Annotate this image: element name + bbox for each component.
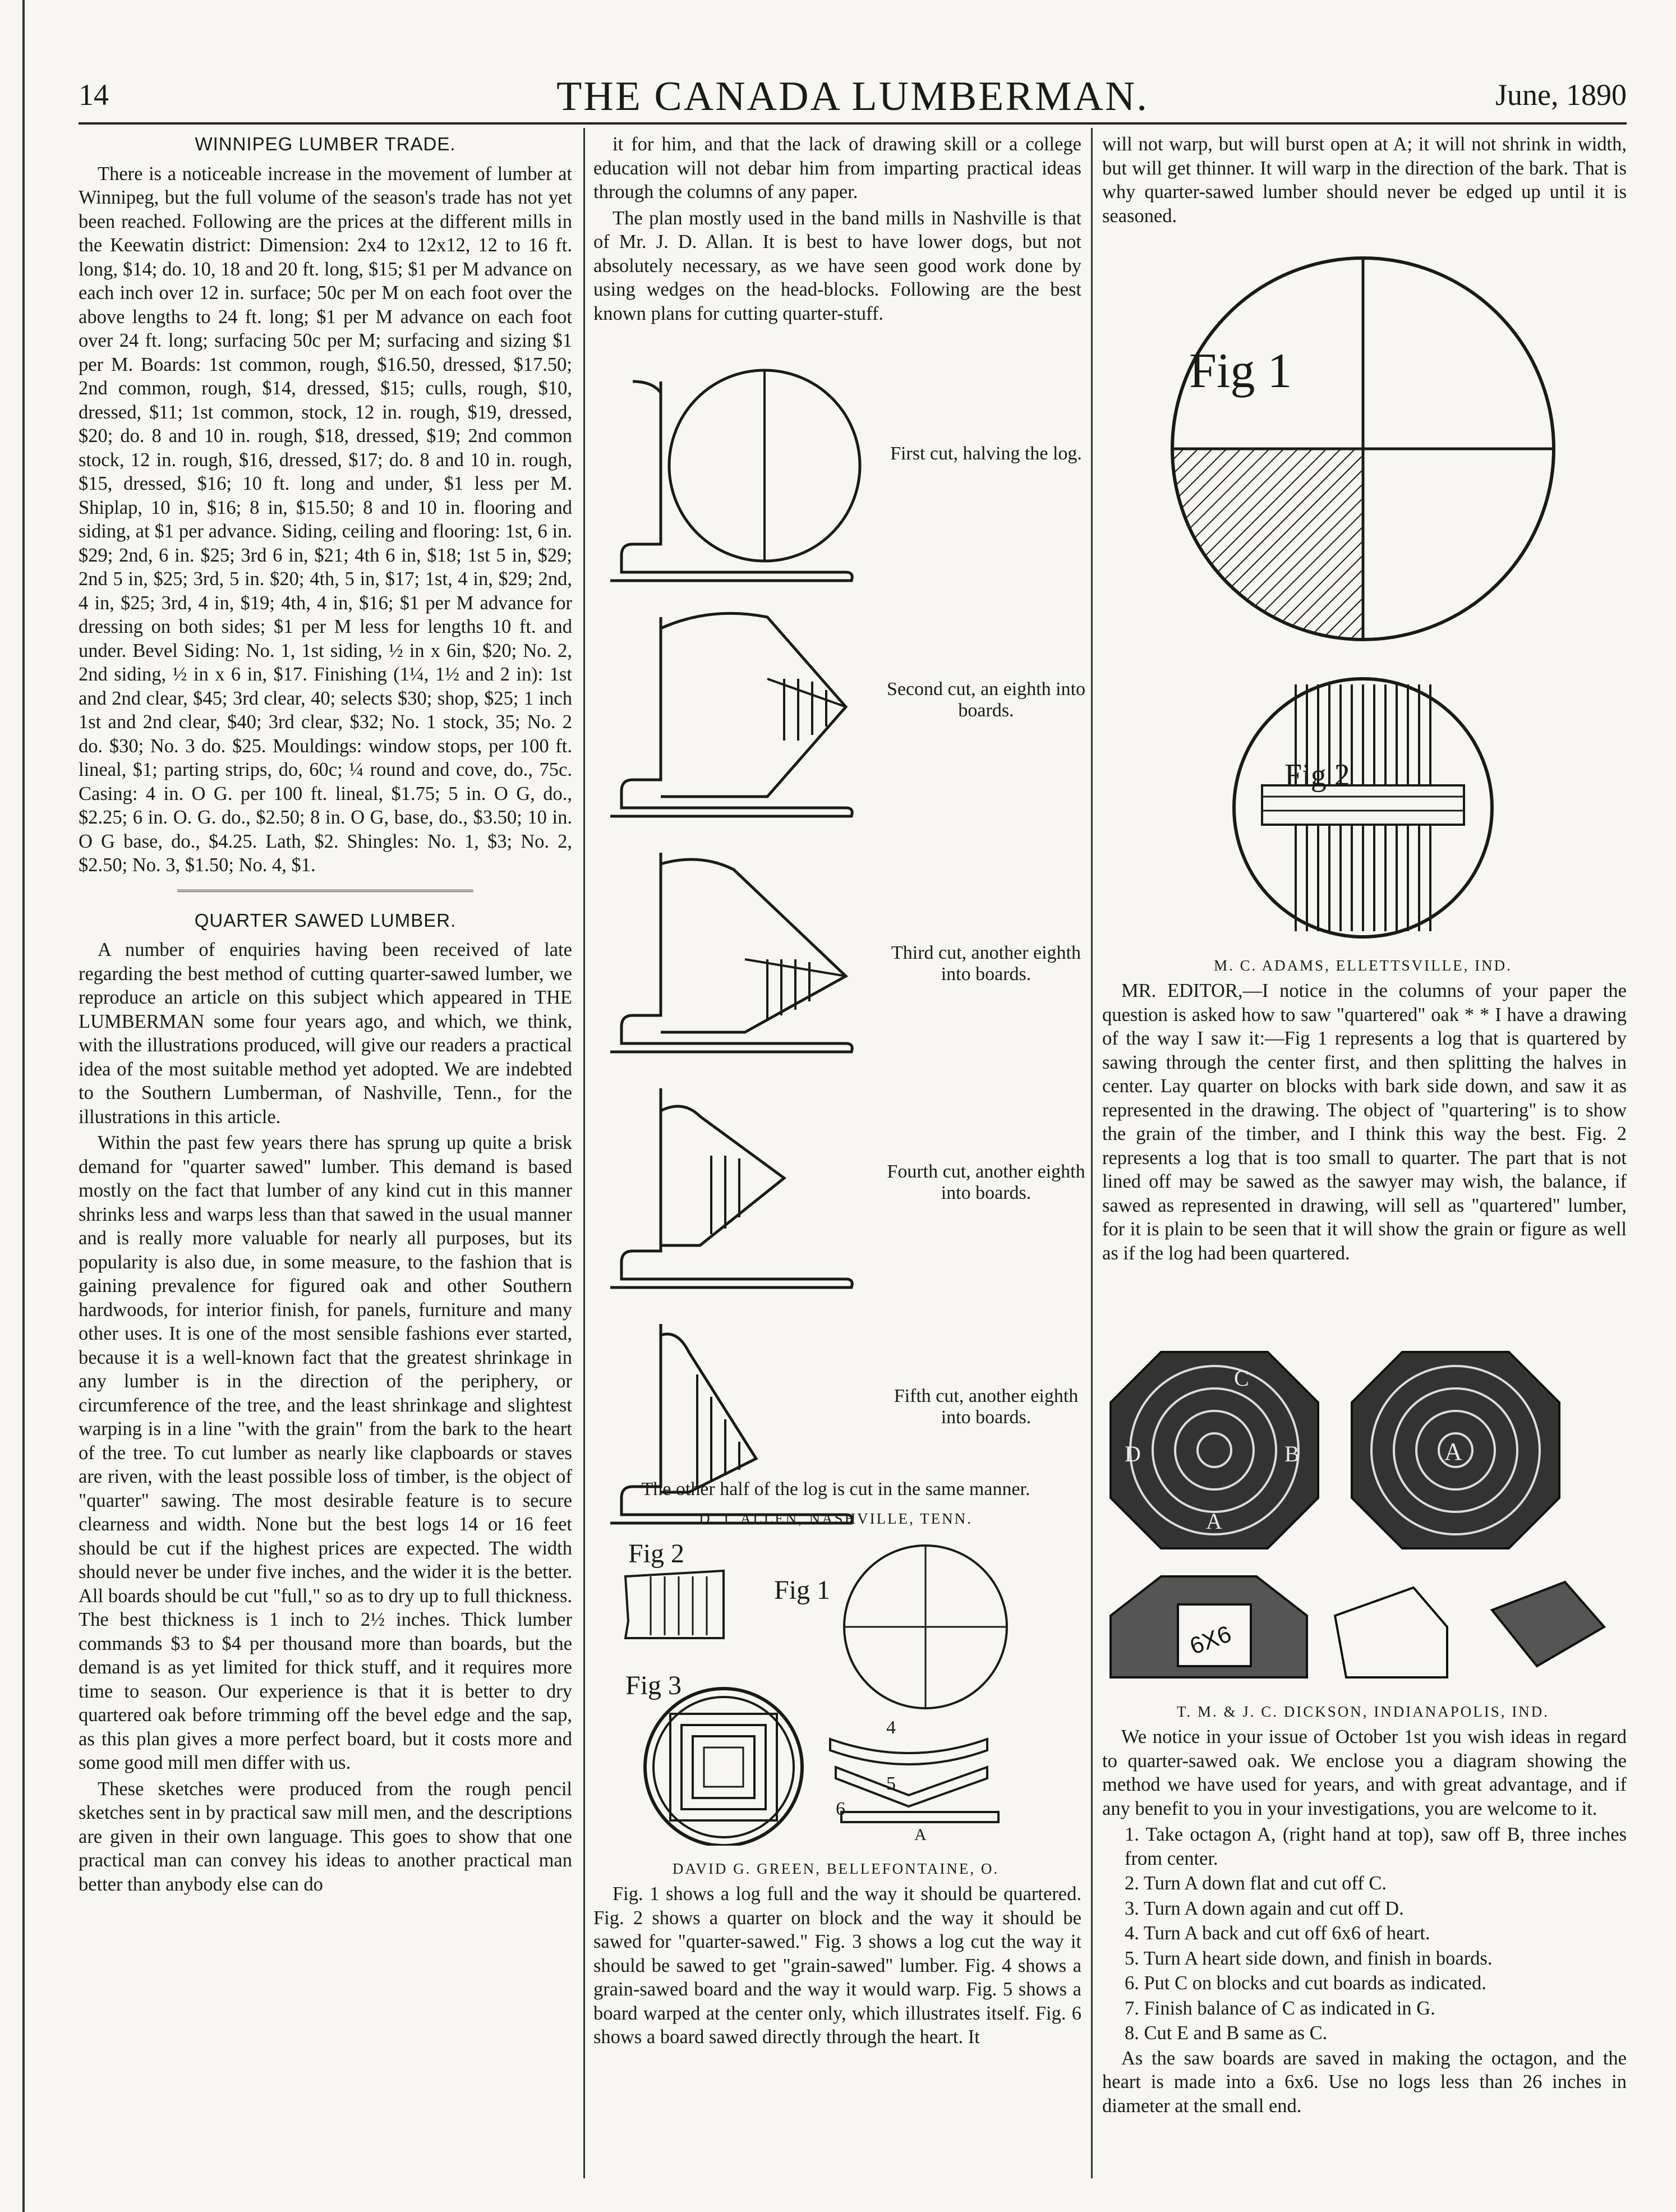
dickson-intro: We notice in your issue of October 1st you wish ideas in regard to quarter-sawed oak. We enclose you a diagram showing the method we have used for years, and with great advantage, and if any benefit to you in your investigations, you are welcome to it. [1102,1726,1627,1819]
cut-caption-5: Fifth cut, another eighth into boards. [894,1386,1079,1428]
dickson-label-c: C [1234,1365,1249,1391]
cut-caption-2: Second cut, an eighth into boards. [886,679,1086,721]
step-7: 7. Finish balance of C as indicated in G. [1125,1997,1435,2019]
step-3: 3. Turn A down again and cut off D. [1125,1897,1404,1919]
adams-figures [1099,247,1627,948]
section-divider [177,890,473,895]
dickson-steps [1102,1823,1627,2045]
green-explanation [593,1882,1081,2052]
green-label-5: 5 [886,1773,896,1794]
column-1 [79,132,572,1898]
step-6: 6. Put C on blocks and cut boards as indicated. [1125,1972,1486,1994]
step-8: 8. Cut E and B same as C. [1125,2022,1328,2044]
column-3-top [1102,132,1627,230]
green-label-a: A [914,1825,927,1844]
dickson-closing: As the saw boards are saved in making the octagon, and the heart is made into a 6x6. Use no logs less than 26 inches in diameter at the small end. [1102,2047,1627,2117]
other-half-caption: The other half of the log is cut in the same manner. [641,1479,1030,1500]
adams-fig1-label: Fig 1 [1189,344,1292,398]
cut-caption-3: Third cut, another eighth into boards. [891,942,1081,985]
green-label-6: 6 [836,1799,845,1819]
header-rule [79,122,1627,125]
green-figures [595,1532,1083,1846]
credit-adams: M. C. ADAMS, ELLETTSVILLE, IND. [1214,957,1512,974]
continued-warp-paragraph: will not warp, but will burst open at A; it will not shrink in width, but will get thinner. It will warp in the direction of the bark. That is why quarter-sawed lumber should never be edged up until it is seasoned. [1102,134,1627,227]
quarter-sawed-intro: A number of enquiries having been received of late regarding the best method of cutting quarter-sawed lumber, we reproduce an article on this subject which appeared in THE LUMBERMAN some four years ago, and which, we think, with the illustrations produced, will give our readers a practical idea of the most suitable method yet adopted. We are indebted to the Southern Lumberman, of Nashville, Tenn., for the illustrations in this article. [79,939,572,1128]
quarter-sawed-body: Within the past few years there has sprung up quite a brisk demand for "quarter sawed" lumber. This demand is based mostly on the fact that lumber of any kind cut in this manner shrinks less and warps less than that sawed in the usual manner and is really more valuable for nearly all purposes, but its popularity is also due, in some measure, to the fashion that is gaining prevalence for figured oak and other Southern hardwoods, for interior finish, for panels, furniture and many other uses. It is one of the most sensible fashions ever started, because it is a well-known fact that the greatest shrinkage in any lumber is in the direction of the periphery, or circumference of the tree, and the least shrinkage and slightest warping is in a line "with the grain" from the bark to the heart of the tree. To cut lumber as nearly like clapboards or staves are riven, with the least possible loss of timber, is the object of "quarter" sawing. The most desirable feature is to secure clearness and width. None but the best logs 14 or 16 feet should be cut if the highest prices are expected. The width should never be under five inches, and the wider it is the better. All boards should be cut "full," so as to dry up to full thickness. The best thickness is 1 inch to 2½ inches. Thick lumber commands $3 to $4 per thousand more than boards, but the demand is as yet limited for thick stuff, and it requires more time to season. Our experience is that it is better to dry quartered oak before trimming off the bevel edge and the sap, as this plan gives a more perfect board, but it costs more and some good mill men differ with us. [79,1132,572,1773]
green-diagram [595,1532,1083,1846]
masthead-title: THE CANADA LUMBERMAN. [556,73,1149,119]
green-label-4: 4 [886,1717,896,1738]
credit-allen: D. J. ALLEN, NASHVILLE, TENN. [699,1510,973,1527]
credit-green: DAVID G. GREEN, BELLEFONTAINE, O. [672,1860,1000,1877]
adams-diagram [1099,247,1627,948]
dickson-label-d: D [1125,1441,1141,1466]
dickson-diagram [1099,1335,1627,1683]
green-fig2-label: Fig 2 [628,1539,685,1569]
step-2: 2. Turn A down flat and cut off C. [1125,1873,1387,1894]
adams-letter-text: MR. EDITOR,—I notice in the columns of your paper the question is asked how to saw "quartered" oak * * I have a drawing of the way I saw it:—Fig 1 represents a log that is quartered by sawing through the center first, and then splitting the halves in center. Lay quarter on blocks with bark side down, and saw it as represented in the drawing. The object of "quartering" is to show the grain of the timber, and I think this way the best. Fig. 2 represents a log that is too small to quarter. The part that is not lined off may be sawed as the sawyer may wish, the balance, if sawed as represented in drawing, will sell as "quartered" lumber, for it is plain to be seen that it will show the grain or figure as well as if the log had been quartered. [1102,980,1627,1264]
cut-figure-4 [588,1066,1098,1302]
cut-caption-1: First cut, halving the log. [890,443,1082,464]
sawing-sequence-figures [588,359,1093,1470]
step-1: 1. Take octagon A, (right hand at top), saw off B, three inches from center. [1125,1824,1627,1869]
heading-winnipeg: WINNIPEG LUMBER TRADE. [195,134,456,154]
cut-figure-1 [588,359,1098,595]
page-left-edge [22,0,25,2212]
cut-figure-2 [588,595,1098,830]
page-header [79,67,1627,118]
quarter-sawed-sketches: These sketches were produced from the rough pencil sketches sent in by practical saw mill men, and the descriptions are given in their own language. This goes to show that one practical man can convey his ideas to another practical man better than anybody else can do [79,1778,572,1895]
step-5: 5. Turn A heart side down, and finish in boards. [1125,1947,1493,1969]
dickson-figures [1099,1335,1627,1683]
dickson-label-a: A [1206,1509,1222,1534]
step-4: 4. Turn A back and cut off 6x6 of heart. [1125,1923,1430,1944]
continued-paragraph: it for him, and that the lack of drawing skill or a college education will not debar him from imparting practical ideas through the columns of any paper. [593,134,1081,203]
dickson-label-b: B [1284,1441,1300,1466]
dickson-label-a2: A [1444,1438,1462,1465]
cut-figure-5 [588,1302,1098,1537]
green-fig3-label: Fig 3 [625,1671,682,1700]
cut-figure-3 [588,830,1098,1066]
allan-plan-paragraph: The plan mostly used in the band mills in Nashville is that of Mr. J. D. Allan. It is best to have lower dogs, but not absolutely necessary, as we have seen good work done by using wedges on the head-blocks. Following are the best known plans for cutting quarter-stuff. [593,207,1081,324]
page-number: 14 [79,78,109,112]
winnipeg-prices-paragraph: There is a noticeable increase in the movement of lumber at Winnipeg, but the full volume of the season's trade has not yet been reached. Following are the prices at the different mills in the Keewatin district: Dimension: 2x4 to 12x12, 12 to 16 ft. long, $14; do. 10, 18 and 20 ft. long, $15; $1 per M advance on each inch over 12 in. surface; 50c per M on each foot over the above lengths to 24 ft. long; $1 per M advance on each foot over 24 ft. long; surfacing 50c per M; surfacing and sizing $1 per M. Boards: 1st common, rough, $16.50, dressed, $17.50; 2nd common, rough, $14, dressed, $15; culls, rough, $10, dressed, $11; 1st common, stock, 12 in. rough, $19, dressed, $20; do. 8 and 10 in. rough, $18, dressed, $19; 2nd common stock, 12 in. rough, $16, dressed, $17; do. 8 and 10 in. rough, $15, dressed, $16; 10 ft. long and under, $1 less per M. Shiplap, 10 in, $16; 8 in, $15.50; 8 and 10 in. flooring and siding, at $1 per advance. Siding, ceiling and flooring: 1st, 6 in. $29; 2nd, 6 in. $25; 3rd 6 in, $21; 4th 6 in, $18; 1st 5 in, $29; 2nd 5 in, $25; 3rd, 5 in. $20; 4th, 5 in, $17; 1st, 4 in, $29; 2nd, 4 in, $25; 3rd, 4 in, $19; 4th, 4 in, $16; $1 per M advance for dressing on both sides; $1 per M less for lengths 10 ft. and under. Bevel Siding: No. 1, 1st siding, ½ in x 6in, $20; No. 2, 2nd siding, ½ in x 6 in, $17. Finishing (1¼, 1½ and 2 in): 1st and 2nd clear, $45; 3rd clear, 40; selects $30; shop, $25; 1 inch 1st and 2nd clear, $40; 3rd clear, $32; No. 1 stock, 35; No. 2 do. $30; No. 3 do. $25. Mouldings: window stops, per 100 ft. lineal, $1; parting strips, do, 60c; ¼ round and cove, do., 75c. Casing: 4 in. O G. per 100 ft. lineal, $1.75; 5 in. O G, do., $2.25; 6 in. O. G. do., $2.50; 8 in. O G, base, do., $3.50; 10 in. O G base, do., $4.25. Lath, $2. Shingles: No. 1, $3; No. 2, $2.50; No. 3, $1.50; No. 4, $1. [79,163,572,876]
green-fig1-label: Fig 1 [774,1575,831,1605]
adams-letter [1102,979,1627,1267]
column-2 [593,132,1081,328]
cut-caption-4: Fourth cut, another eighth into boards. [887,1161,1085,1203]
dickson-letter [1102,1725,1627,2120]
adams-fig2-label: Fig 2 [1284,758,1350,793]
credit-dickson: T. M. & J. C. DICKSON, INDIANAPOLIS, IND. [1176,1703,1549,1720]
issue-date: June, 1890 [1495,78,1627,112]
heading-quarter-sawed: QUARTER SAWED LUMBER. [194,909,457,931]
green-figure-text: Fig. 1 shows a log full and the way it should be quartered. Fig. 2 shows a quarter on block and the way it should be sawed for "quarter-sawed." Fig. 3 shows a log cut the way it should be sawed to get "grain-sawed" lumber. Fig. 4 shows a grain-sawed board and the way it would warp. Fig. 5 shows a board warped at the center only, which illustrates itself. Fig. 6 shows a board sawed directly through the heart. It [593,1883,1081,2048]
dickson-label-6x6: 6X6 [1186,1620,1235,1659]
